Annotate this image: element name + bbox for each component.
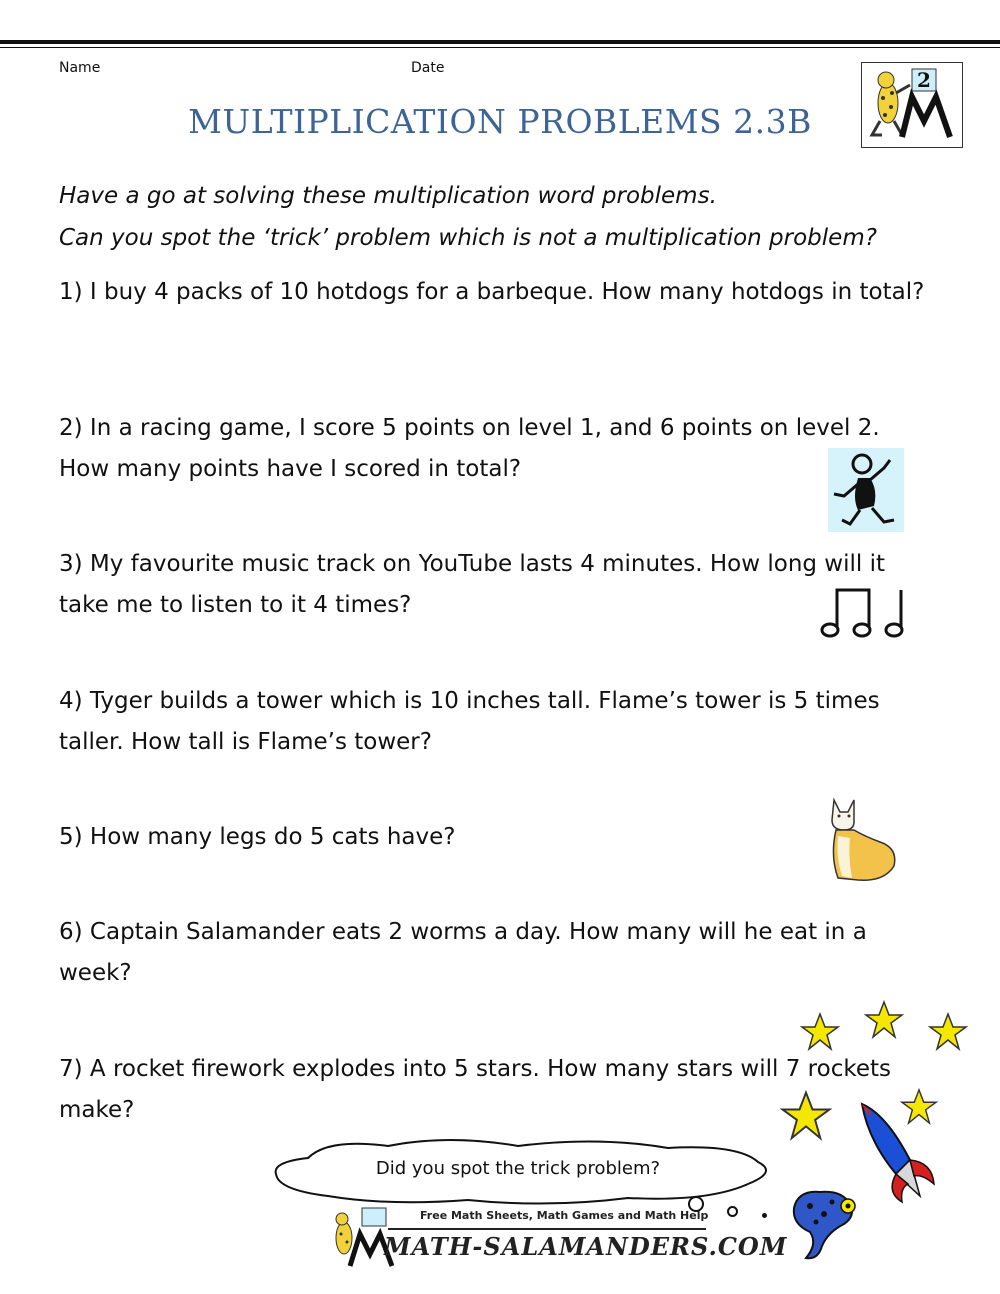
instruction-line-1: Have a go at solving these multiplication word problems. <box>59 183 717 209</box>
thought-bubble-text: Did you spot the trick problem? <box>375 1158 661 1179</box>
footer-site-name[interactable]: MATH-SALAMANDERS.COM <box>384 1232 788 1261</box>
star-icon <box>864 1000 904 1040</box>
instruction-line-2: Can you spot the ‘trick’ problem which is not a multiplication problem? <box>59 225 877 251</box>
top-rule-thin <box>0 47 1000 48</box>
page-title: MULTIPLICATION PROBLEMS 2.3B <box>188 102 812 141</box>
instructions <box>59 175 959 259</box>
rocket-icon <box>856 1100 940 1204</box>
running-figure-icon <box>828 448 904 532</box>
problem-1: 1) I buy 4 packs of 10 hotdogs for a barbeque. How many hotdogs in total? <box>59 279 925 305</box>
star-icon <box>800 1012 840 1052</box>
problem-7: 7) A rocket firework explodes into 5 stars. How many stars will 7 rockets make? <box>59 1056 891 1123</box>
top-rule <box>0 40 1000 44</box>
music-notes-icon <box>818 584 908 640</box>
problem-3: 3) My favourite music track on YouTube lasts 4 minutes. How long will it take me to listen to it 4 times? <box>59 551 886 618</box>
star-icon <box>780 1090 832 1142</box>
thought-dot <box>727 1206 738 1217</box>
star-icon <box>928 1012 968 1052</box>
problem-6: 6) Captain Salamander eats 2 worms a day. How many will he eat in a week? <box>59 919 867 986</box>
logo-number: 2 <box>917 68 931 92</box>
frog-icon <box>788 1184 858 1264</box>
footer-rule <box>388 1228 706 1230</box>
problem-5: 5) How many legs do 5 cats have? <box>59 824 456 850</box>
cat-icon <box>824 796 900 884</box>
thought-dot <box>762 1213 767 1218</box>
footer-tagline: Free Math Sheets, Math Games and Math Help <box>420 1209 709 1222</box>
name-label: Name <box>59 60 101 76</box>
problem-2: 2) In a racing game, I score 5 points on level 1, and 6 points on level 2. How many points have I scored in total? <box>59 415 880 482</box>
date-label: Date <box>411 60 445 76</box>
problem-4: 4) Tyger builds a tower which is 10 inches tall. Flame’s tower is 5 times taller. How tall is Flame’s tower? <box>59 688 880 755</box>
salamander-logo-icon <box>861 62 963 148</box>
